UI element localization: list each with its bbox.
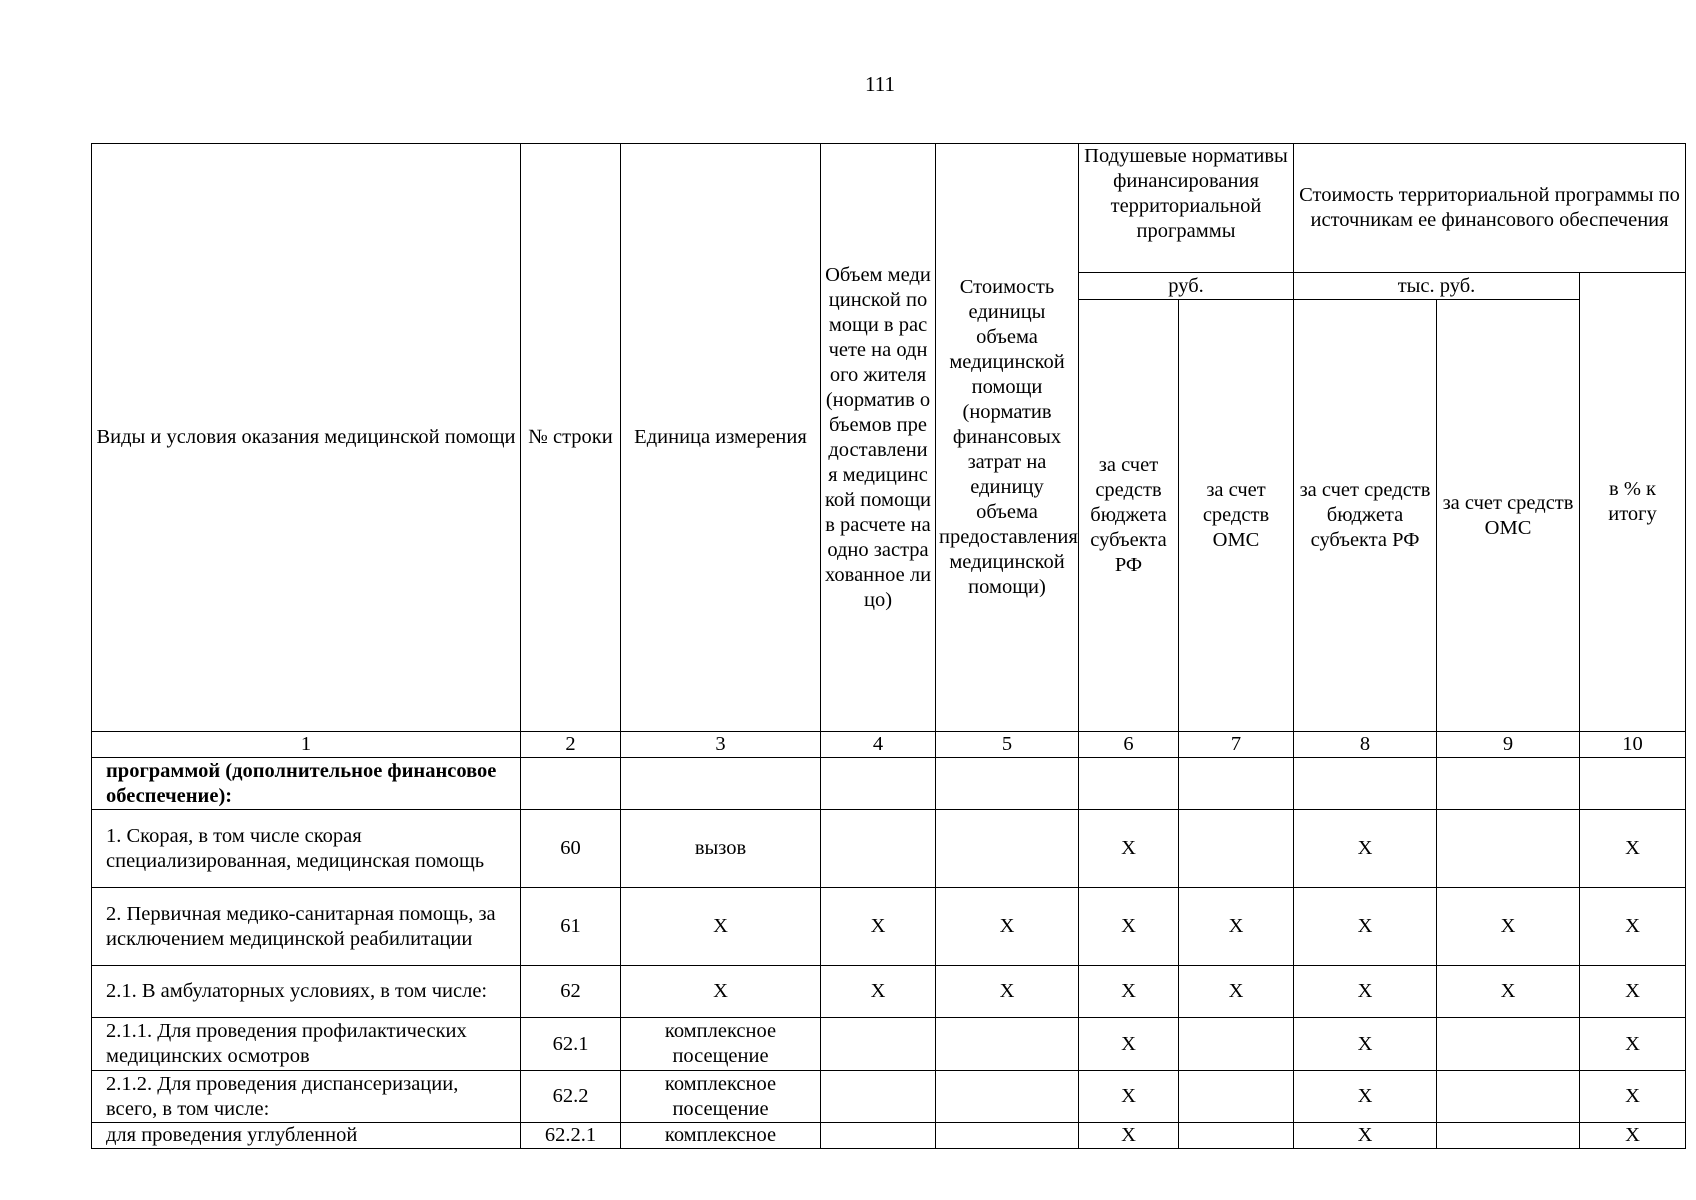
column-number: 4 [821,732,936,758]
cell-unit-cost [936,1018,1079,1071]
cell-oms-cost: Х [1437,966,1580,1018]
cell-budget-cost: Х [1294,888,1437,966]
column-number: 3 [621,732,821,758]
cell-row-number: 62.2 [521,1071,621,1123]
header-row-number: № строки [521,144,621,732]
cell-volume [821,1018,936,1071]
column-number: 1 [92,732,521,758]
cell-oms-cost [1437,810,1580,888]
cell-row-number: 60 [521,810,621,888]
cell-volume [821,810,936,888]
header-unit-rub: руб. [1079,273,1294,300]
column-number: 6 [1079,732,1179,758]
cell-row-number: 61 [521,888,621,966]
cell-budget-cost: Х [1294,810,1437,888]
cell-budget-cost: Х [1294,966,1437,1018]
cell-row-number: 62.2.1 [521,1123,621,1149]
cell-percent: Х [1580,1123,1686,1149]
cell-percent: Х [1580,810,1686,888]
row-name: программой (дополнительное финансовое обеспечение): [92,758,521,810]
column-number: 10 [1580,732,1686,758]
cell-budget-per-capita [1079,758,1179,810]
cell-oms-per-capita [1179,758,1294,810]
header-unit-thousand-rub: тыс. руб. [1294,273,1580,300]
cell-oms-per-capita [1179,1123,1294,1149]
row-name: для проведения углубленной [92,1123,521,1149]
cell-unit-cost [936,810,1079,888]
cell-unit-cost [936,758,1079,810]
cell-oms-per-capita [1179,810,1294,888]
cell-budget-per-capita: Х [1079,966,1179,1018]
header-budget-cost: за счет средств бюджета субъекта РФ [1294,300,1437,732]
table-row [92,1123,1686,1149]
cell-unit: комплексное [621,1123,821,1149]
cell-percent: Х [1580,888,1686,966]
cell-oms-cost [1437,758,1580,810]
cell-oms-per-capita: Х [1179,966,1294,1018]
header-per-capita-standards: Подушевые нормативы финансирования территориальной программы [1079,144,1294,273]
table-row [92,1071,1686,1123]
row-name: 2.1. В амбулаторных условиях, в том числе: [92,966,521,1018]
cell-budget-per-capita: Х [1079,1071,1179,1123]
column-number: 7 [1179,732,1294,758]
cell-budget-cost: Х [1294,1123,1437,1149]
cell-row-number: 62.1 [521,1018,621,1071]
cell-unit: Х [621,888,821,966]
cell-unit-cost [936,1071,1079,1123]
header-row-1 [92,144,1686,273]
header-oms-cost: за счет средств ОМС [1437,300,1580,732]
cell-unit: вызов [621,810,821,888]
cell-percent: Х [1580,966,1686,1018]
header-unit: Единица измерения [621,144,821,732]
cell-unit: комплексное посещение [621,1071,821,1123]
cell-percent: Х [1580,1071,1686,1123]
row-name: 2.1.1. Для проведения профилактических медицинских осмотров [92,1018,521,1071]
column-number: 5 [936,732,1079,758]
cell-oms-cost: Х [1437,888,1580,966]
row-name: 2.1.2. Для проведения диспансеризации, всего, в том числе: [92,1071,521,1123]
cell-row-number [521,758,621,810]
header-oms-per-capita: за счет средств ОМС [1179,300,1294,732]
page-number: 111 [865,72,895,96]
cell-unit: комплексное посещение [621,1018,821,1071]
table-row [92,1018,1686,1071]
cell-volume [821,1123,936,1149]
cell-oms-per-capita [1179,1018,1294,1071]
table-row [92,758,1686,810]
header-program-cost: Стоимость территориальной программы по источникам ее финансового обеспечения [1294,144,1686,273]
cell-oms-per-capita [1179,1071,1294,1123]
header-budget-per-capita: за счет средств бюджета субъекта РФ [1079,300,1179,732]
column-number: 9 [1437,732,1580,758]
cell-budget-cost: Х [1294,1018,1437,1071]
cell-oms-cost [1437,1123,1580,1149]
cell-unit-cost [936,1123,1079,1149]
cell-volume: Х [821,966,936,1018]
table-row [92,888,1686,966]
column-number: 2 [521,732,621,758]
header-volume-per-resident: Объем медицинской помощи в расчете на одного жителя (норматив объемов предоставления медицинской помощи в расчете на одно застрахованное лицо) [821,144,936,732]
cell-budget-per-capita: Х [1079,1018,1179,1071]
cell-unit-cost: Х [936,888,1079,966]
table-row [92,810,1686,888]
row-name: 2. Первичная медико-санитарная помощь, за исключением медицинской реабилитации [92,888,521,966]
column-numbers-row [92,732,1686,758]
cell-unit [621,758,821,810]
header-percent-of-total: в % к итогу [1580,273,1686,732]
cell-oms-per-capita: Х [1179,888,1294,966]
header-types-of-care: Виды и условия оказания медицинской помощи [92,144,521,732]
cell-percent: Х [1580,1018,1686,1071]
column-number: 8 [1294,732,1437,758]
cell-volume: Х [821,888,936,966]
cell-budget-per-capita: Х [1079,1123,1179,1149]
cell-budget-per-capita: Х [1079,888,1179,966]
cell-percent [1580,758,1686,810]
cell-unit-cost: Х [936,966,1079,1018]
cell-budget-cost [1294,758,1437,810]
cell-oms-cost [1437,1071,1580,1123]
cell-row-number: 62 [521,966,621,1018]
cell-budget-cost: Х [1294,1071,1437,1123]
table-row [92,966,1686,1018]
financing-table [91,143,1686,1149]
cell-volume [821,1071,936,1123]
header-unit-cost: Стоимость единицы объема медицинской помощи (норматив финансовых затрат на единицу объема предоставления медицинской помощи) [936,144,1079,732]
cell-unit: Х [621,966,821,1018]
cell-budget-per-capita: Х [1079,810,1179,888]
row-name: 1. Скорая, в том числе скорая специализированная, медицинская помощь [92,810,521,888]
cell-oms-cost [1437,1018,1580,1071]
cell-volume [821,758,936,810]
